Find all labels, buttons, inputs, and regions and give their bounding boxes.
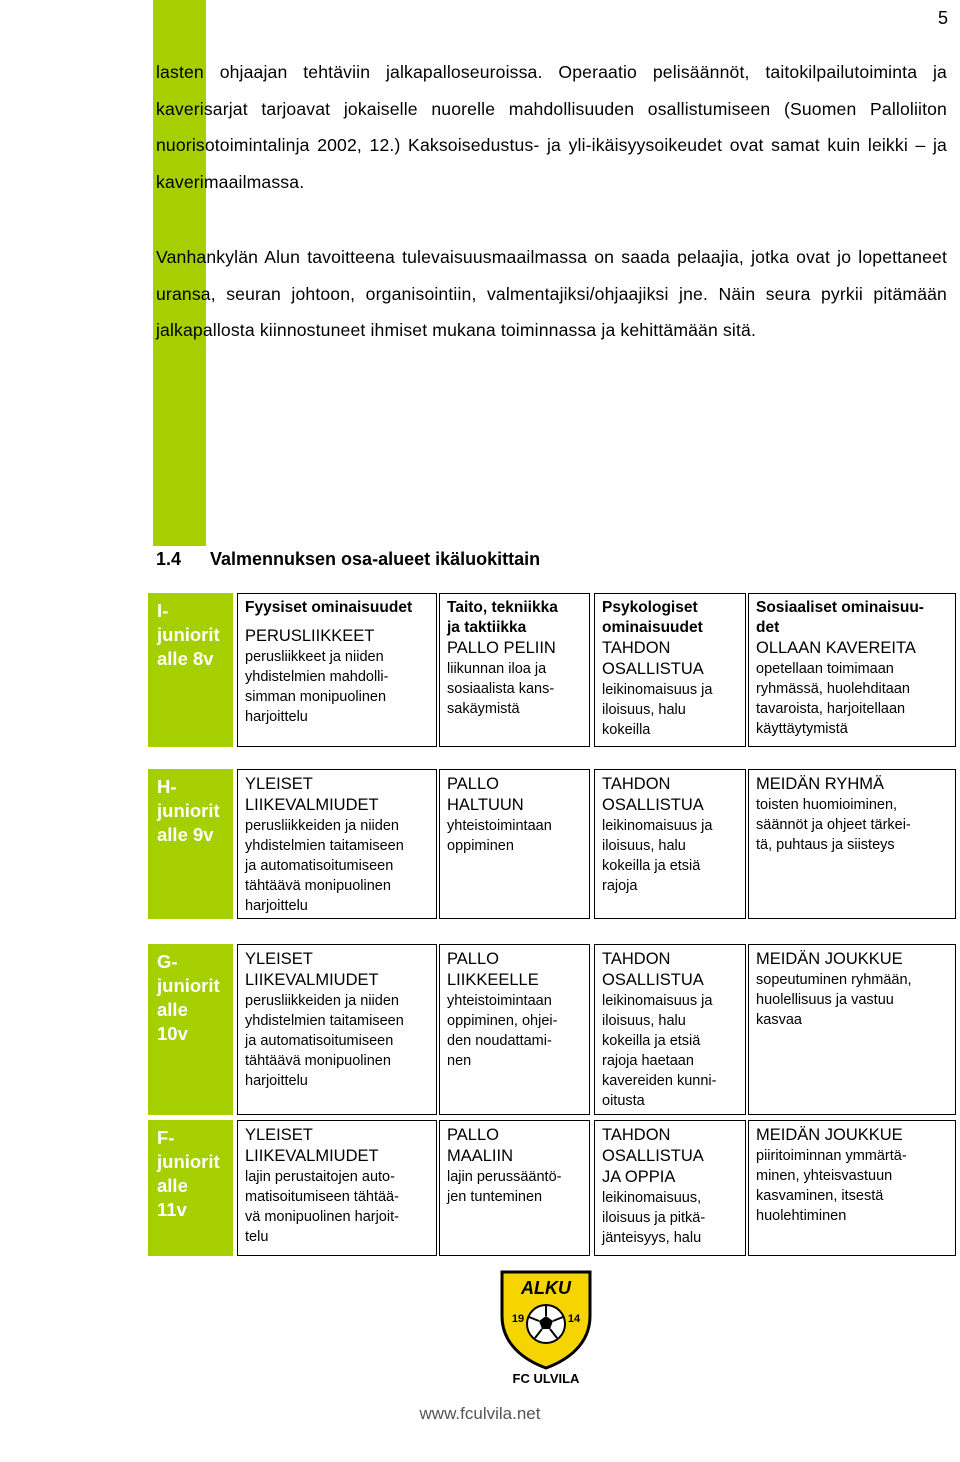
table-cell bbox=[439, 593, 590, 747]
table-cell bbox=[237, 944, 437, 1115]
cell-title: MEIDÄN RYHMÄ bbox=[756, 775, 885, 793]
cell-title: MEIDÄN JOUKKUE bbox=[756, 1126, 903, 1144]
cell-body: leikinomaisuus, iloisuus ja pitkä- jänteisyys, halu bbox=[602, 1190, 706, 1246]
cell-title: MEIDÄN JOUKKUE bbox=[756, 950, 903, 968]
age-group-label: F- juniorit alle 11v bbox=[148, 1120, 233, 1256]
table-cell bbox=[237, 593, 437, 747]
cell-title: PALLO PELIIN bbox=[447, 639, 556, 657]
cell-body: opetellaan toimimaan ryhmässä, huolehditaan tavaroista, harjoitellaan käyttäytymistä bbox=[756, 661, 910, 737]
table-cell bbox=[439, 944, 590, 1115]
paragraph-2: Vanhankylän Alun tavoitteena tulevaisuusmaailmassa on saada pelaajia, jotka ovat jo lopettaneet uransa, seuran johtoon, organisointiin, valmentajiksi/ohjaajiksi jne. Näin seura pyrkii pitämään jalkapallosta kiinnostuneet ihmiset mukana toiminnassa ja kehittämään sitä. bbox=[156, 247, 947, 340]
cell-title: PALLO HALTUUN bbox=[447, 775, 524, 814]
table-cell bbox=[748, 1120, 956, 1256]
column-header: Psykologiset ominaisuudet bbox=[602, 599, 703, 636]
cell-body: yhteistoimintaan oppiminen, ohjei- den noudattami- nen bbox=[447, 993, 558, 1069]
logo-top-text: ALKU bbox=[521, 1278, 571, 1298]
cell-body: leikinomaisuus ja iloisuus, halu kokeilla bbox=[602, 682, 713, 738]
cell-body: lajin perussääntö- jen tunteminen bbox=[447, 1169, 562, 1205]
table-row bbox=[148, 593, 956, 747]
cell-title: TAHDON OSALLISTUA bbox=[602, 775, 704, 814]
table-cell bbox=[748, 769, 956, 919]
table-row bbox=[148, 944, 956, 1115]
age-group-label: G- juniorit alle 10v bbox=[148, 944, 233, 1115]
cell-title: YLEISET LIIKEVALMIUDET bbox=[245, 775, 379, 814]
table-cell bbox=[594, 944, 746, 1115]
cell-body: lajin perustaitojen auto- matisoitumiseen tähtää- vä monipuolinen harjoit- telu bbox=[245, 1169, 399, 1245]
cell-body: perusliikkeiden ja niiden yhdistelmien taitamiseen ja automatisoitumiseen tähtäävä monipuolinen harjoittelu bbox=[245, 993, 404, 1089]
table-cell bbox=[237, 769, 437, 919]
table-cell bbox=[748, 944, 956, 1115]
column-header: Fyysiset ominaisuudet bbox=[245, 599, 413, 616]
cell-body: toisten huomioiminen, säännöt ja ohjeet tärkei- tä, puhtaus ja siisteys bbox=[756, 797, 911, 853]
cell-body: sopeutuminen ryhmään, huolellisuus ja vastuu kasvaa bbox=[756, 972, 912, 1028]
cell-title: TAHDON OSALLISTUA bbox=[602, 639, 704, 678]
section-title: Valmennuksen osa-alueet ikäluokittain bbox=[210, 549, 541, 569]
age-group-label: H- juniorit alle 9v bbox=[148, 769, 233, 919]
cell-body: perusliikkeiden ja niiden yhdistelmien taitamiseen ja automatisoitumiseen tähtäävä monipuolinen harjoittelu bbox=[245, 818, 404, 914]
page-number: 5 bbox=[937, 8, 948, 28]
column-header: Taito, tekniikka ja taktiikka bbox=[447, 599, 558, 636]
cell-title: PERUSLIIKKEET bbox=[245, 627, 375, 645]
table-row bbox=[148, 769, 956, 919]
logo-bottom-text: FC ULVILA bbox=[512, 1371, 580, 1386]
table-cell bbox=[748, 593, 956, 747]
table-cell bbox=[237, 1120, 437, 1256]
cell-title: YLEISET LIIKEVALMIUDET bbox=[245, 1126, 379, 1165]
logo-year-right: 14 bbox=[567, 1313, 581, 1325]
cell-title: TAHDON OSALLISTUA JA OPPIA bbox=[602, 1126, 704, 1186]
age-group-label: I- juniorit alle 8v bbox=[148, 593, 233, 747]
cell-body: perusliikkeet ja niiden yhdistelmien mahdolli- simman monipuolinen harjoittelu bbox=[245, 649, 389, 725]
footer-url: www.fculvila.net bbox=[419, 1404, 541, 1423]
section-heading bbox=[156, 549, 540, 570]
table-cell bbox=[594, 769, 746, 919]
paragraph-1: lasten ohjaajan tehtäviin jalkapalloseuroissa. Operaatio pelisäännöt, taitokilpailutoiminta ja kaverisarjat tarjoavat jokaiselle nuorelle mahdollisuuden osallistumiseen (Suomen Palloliiton nuorisotoimintalinja 2002, 12.) Kaksoisedustus- ja yli-ikäisyysoikeudet ovat samat kuin leikki – ja kaverimaailmassa. bbox=[156, 62, 947, 192]
cell-body: leikinomaisuus ja iloisuus, halu kokeilla ja etsiä rajoja bbox=[602, 818, 713, 894]
table-cell bbox=[439, 769, 590, 919]
cell-title: YLEISET LIIKEVALMIUDET bbox=[245, 950, 379, 989]
table-cell bbox=[594, 1120, 746, 1256]
cell-body: piiritoiminnan ymmärtä- minen, yhteisvastuun kasvaminen, itsestä huolehtiminen bbox=[756, 1148, 907, 1224]
cell-body: yhteistoimintaan oppiminen bbox=[447, 818, 552, 854]
table-cell bbox=[439, 1120, 590, 1256]
cell-title: TAHDON OSALLISTUA bbox=[602, 950, 704, 989]
cell-body: liikunnan iloa ja sosiaalista kans- sakäymistä bbox=[447, 661, 555, 717]
section-number: 1.4 bbox=[156, 549, 182, 569]
cell-body: leikinomaisuus ja iloisuus, halu kokeilla ja etsiä rajoja haetaan kavereiden kunni- oitusta bbox=[602, 993, 717, 1109]
cell-title: OLLAAN KAVEREITA bbox=[756, 639, 916, 657]
club-logo bbox=[496, 1268, 596, 1386]
table-cell bbox=[594, 593, 746, 747]
logo-year-left: 19 bbox=[511, 1313, 525, 1325]
column-header: Sosiaaliset ominaisuu- det bbox=[756, 599, 924, 636]
table-row bbox=[148, 1120, 956, 1256]
cell-title: PALLO LIIKKEELLE bbox=[447, 950, 539, 989]
cell-title: PALLO MAALIIN bbox=[447, 1126, 514, 1165]
